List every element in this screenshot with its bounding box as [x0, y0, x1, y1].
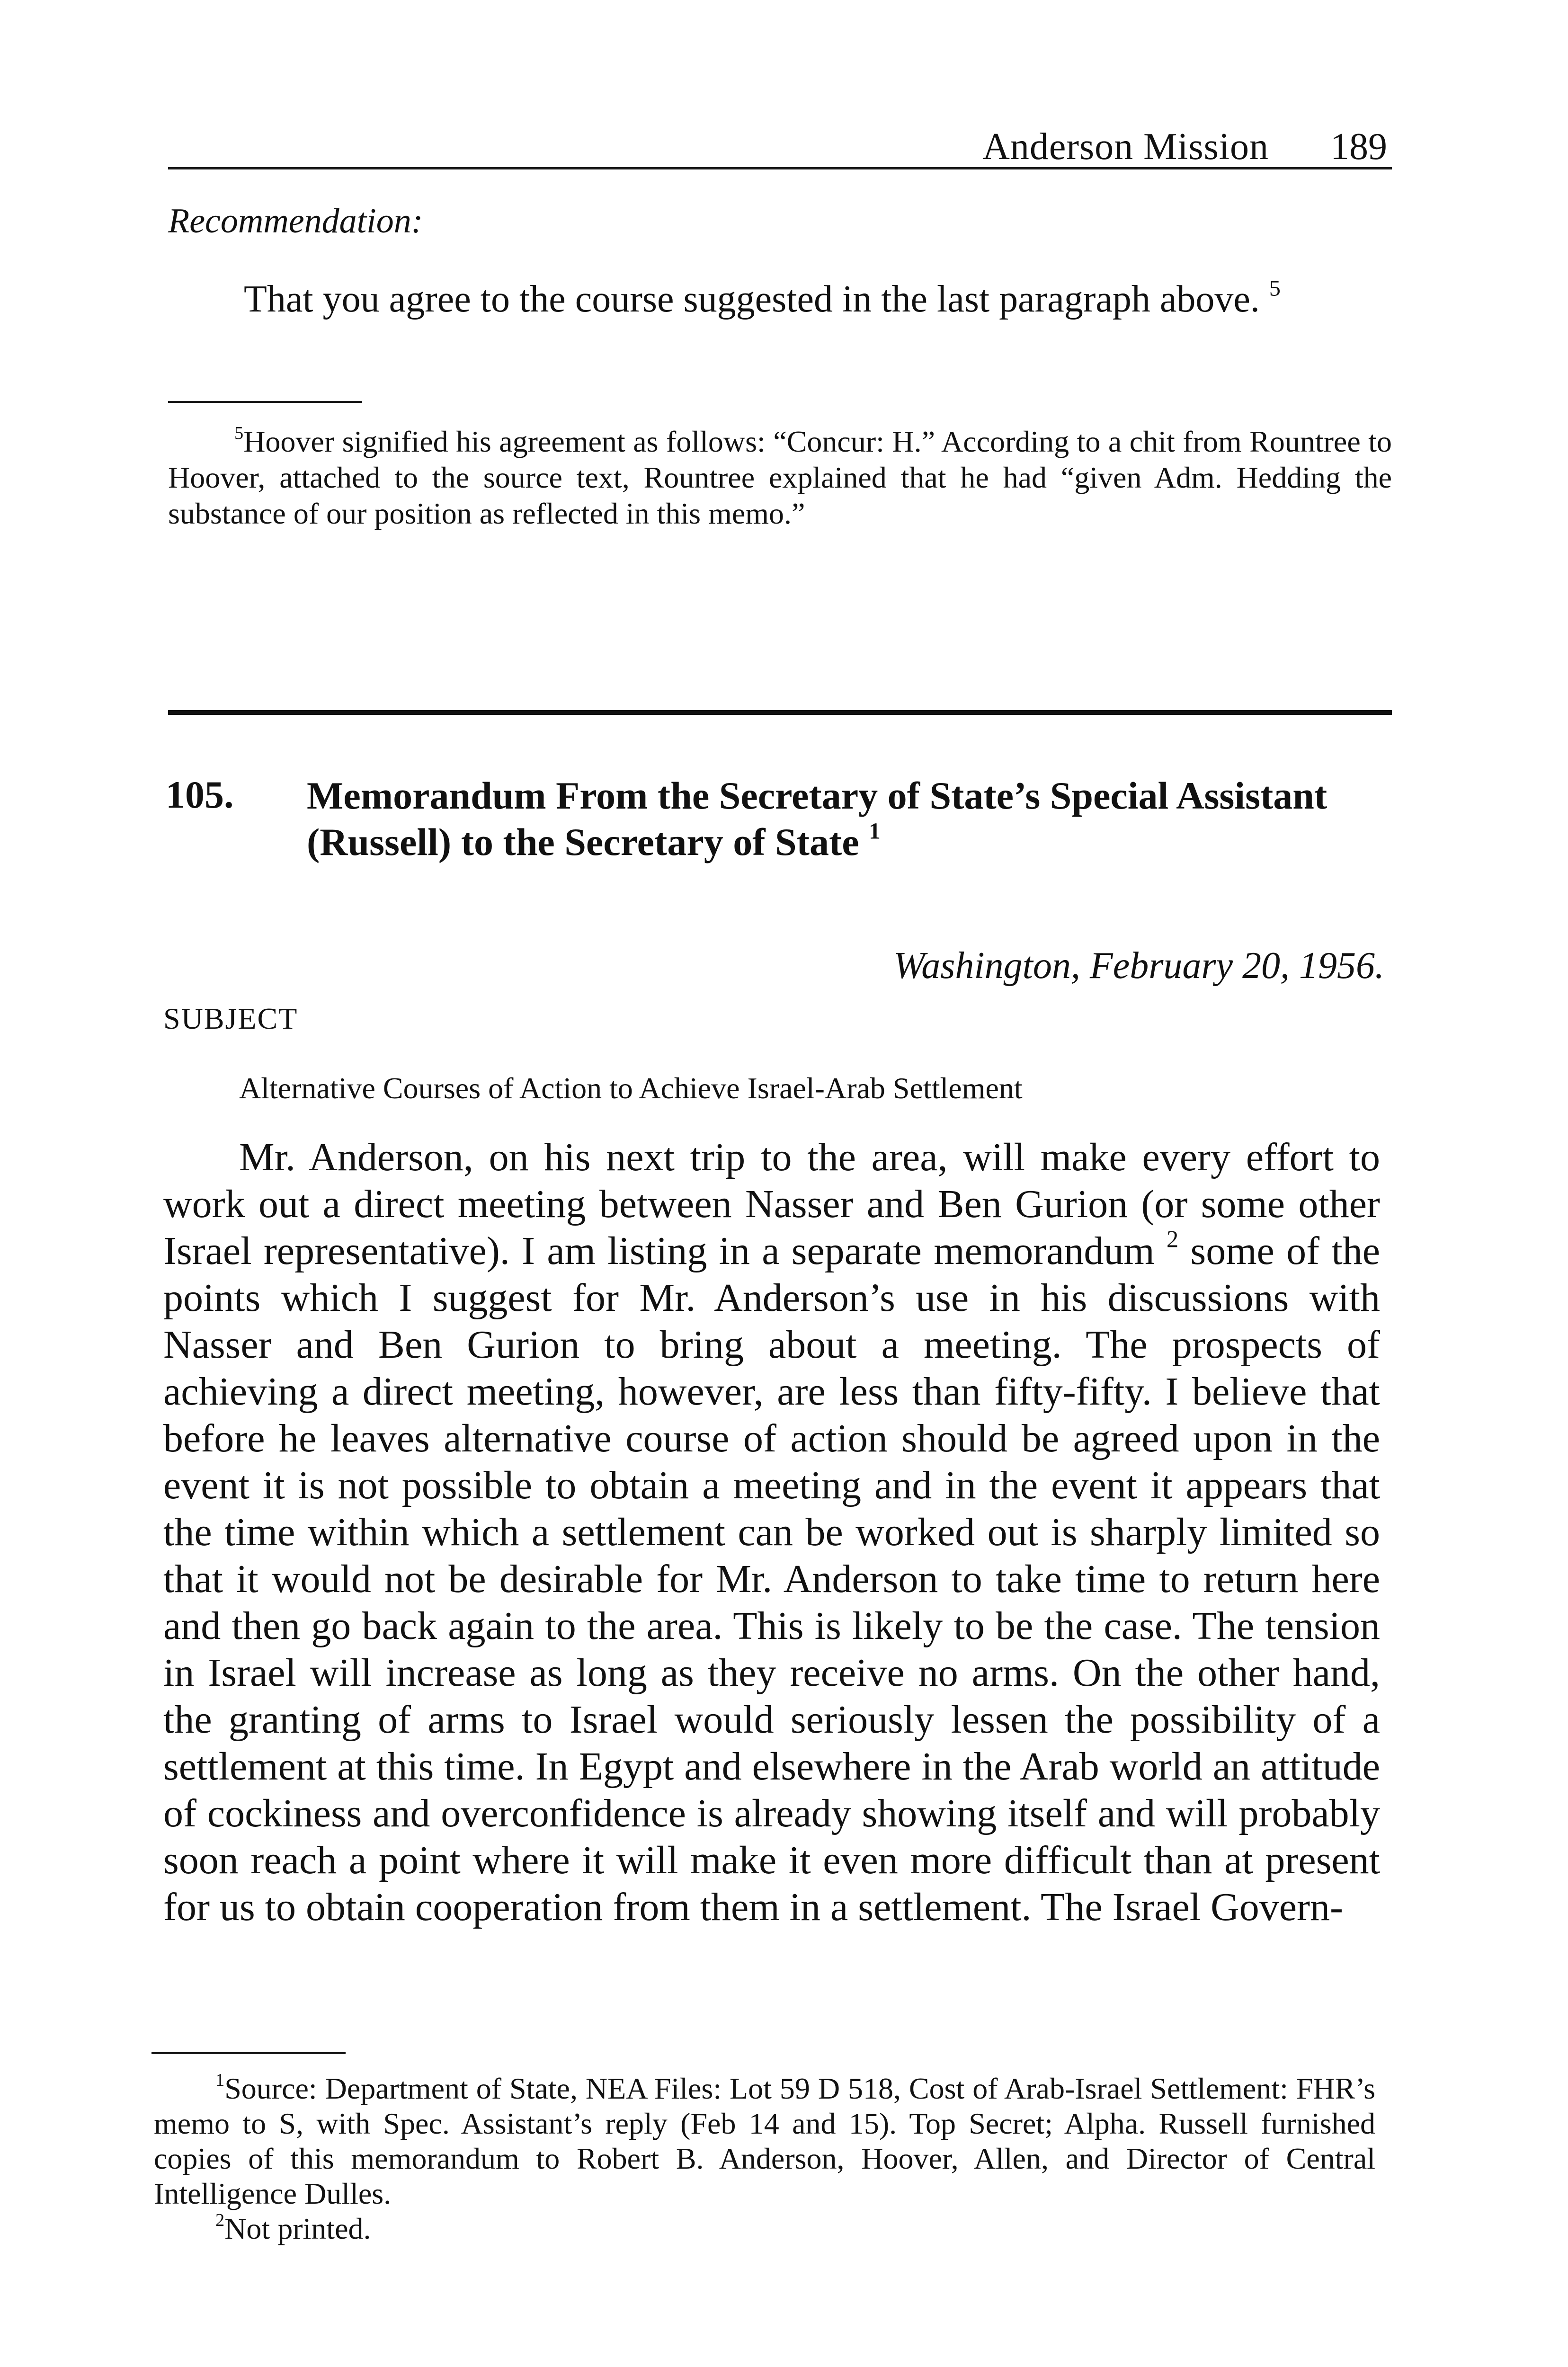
footnote-5-marker: 5: [234, 423, 244, 444]
footnote-2-marker: 2: [215, 2210, 225, 2231]
footnote-ref-1: 1: [869, 818, 881, 844]
footnotes-separator: [151, 2052, 346, 2054]
header-rule: [168, 167, 1392, 169]
footnote-ref-5: 5: [1269, 276, 1281, 301]
footnote-1-text: Source: Department of State, NEA Files: Lot 59 D 518, Cost of Arab-Israel Settlement: FHR’s memo to S, with Spec. Assistant’s reply (Feb 14 and 15). Top Secret; Alpha. Russell furnished copies of this memorandum to Robert B. Anderson, Hoover, Allen, and Director of Central Intelligence Dulles.: [154, 2072, 1375, 2210]
recommendation-text-body: That you agree to the course suggested in the last paragraph above.: [244, 278, 1260, 320]
footnote-2-text: Not printed.: [224, 2212, 371, 2245]
body-paragraph: [163, 1134, 1380, 1931]
body-text-part1: Mr. Anderson, on his next trip to the area, will make every effort to work out a direct meeting between Nasser and Ben Gurion (or some other Israel representative). I am listing in a separate memorandum: [163, 1135, 1380, 1273]
section-divider: [168, 710, 1392, 715]
body-text-part2: some of the points which I suggest for Mr. Anderson’s use in his discussions with Nasser and Ben Gurion to bring about a meeting. The prospects of achieving a direct meeting, however, are less than fifty-fifty. I believe that before he leaves alternative course of action should be agreed upon in the event it is not possible to obtain a meeting and in the event it appears that the time within which a settlement can be worked out is sharply limited so that it would not be desirable for Mr. Anderson to take time to return here and then go back again to the area. This is likely to be the case. The tension in Israel will increase as long as they receive no arms. On the other hand, the granting of arms to Israel would seriously lessen the possibility of a settlement at this time. In Egypt and elsewhere in the Arab world an attitude of cockiness and overconfidence is already showing itself and will probably soon reach a point where it will make it even more difficult than at present for us to obtain cooperation from them in a settlement. The Israel Govern-: [163, 1229, 1380, 1929]
footnote-separator: [168, 401, 362, 403]
subject-label: SUBJECT: [163, 1002, 298, 1035]
subject-text: Alternative Courses of Action to Achieve Israel-Arab Settlement: [239, 1071, 1023, 1105]
recommendation-label: Recommendation:: [168, 202, 423, 240]
document-title-text: Memorandum From the Secretary of State’s Special Assistant (Russell) to the Secretary of State: [307, 774, 1327, 863]
place-date: Washington, February 20, 1956.: [893, 945, 1384, 987]
running-title: Anderson Mission: [982, 126, 1269, 168]
document-title: [307, 773, 1372, 865]
footnote-5-text: Hoover signified his agreement as follows: “Concur: H.” According to a chit from Rountree to Hoover, attached to the source text, Rountree explained that he had “given Adm. Hedding the substance of our position as reflected in this memo.”: [168, 425, 1392, 530]
footnote-2: [154, 2211, 1375, 2246]
footnote-5: [168, 424, 1392, 532]
footnote-1: [154, 2071, 1375, 2211]
document-number: 105.: [166, 773, 234, 816]
running-header: [168, 121, 1392, 173]
footnotes: [154, 2071, 1375, 2246]
footnote-1-marker: 1: [215, 2070, 225, 2091]
page-number: 189: [1330, 126, 1387, 168]
footnote-ref-2: 2: [1167, 1226, 1179, 1253]
recommendation-text: [168, 277, 1392, 321]
